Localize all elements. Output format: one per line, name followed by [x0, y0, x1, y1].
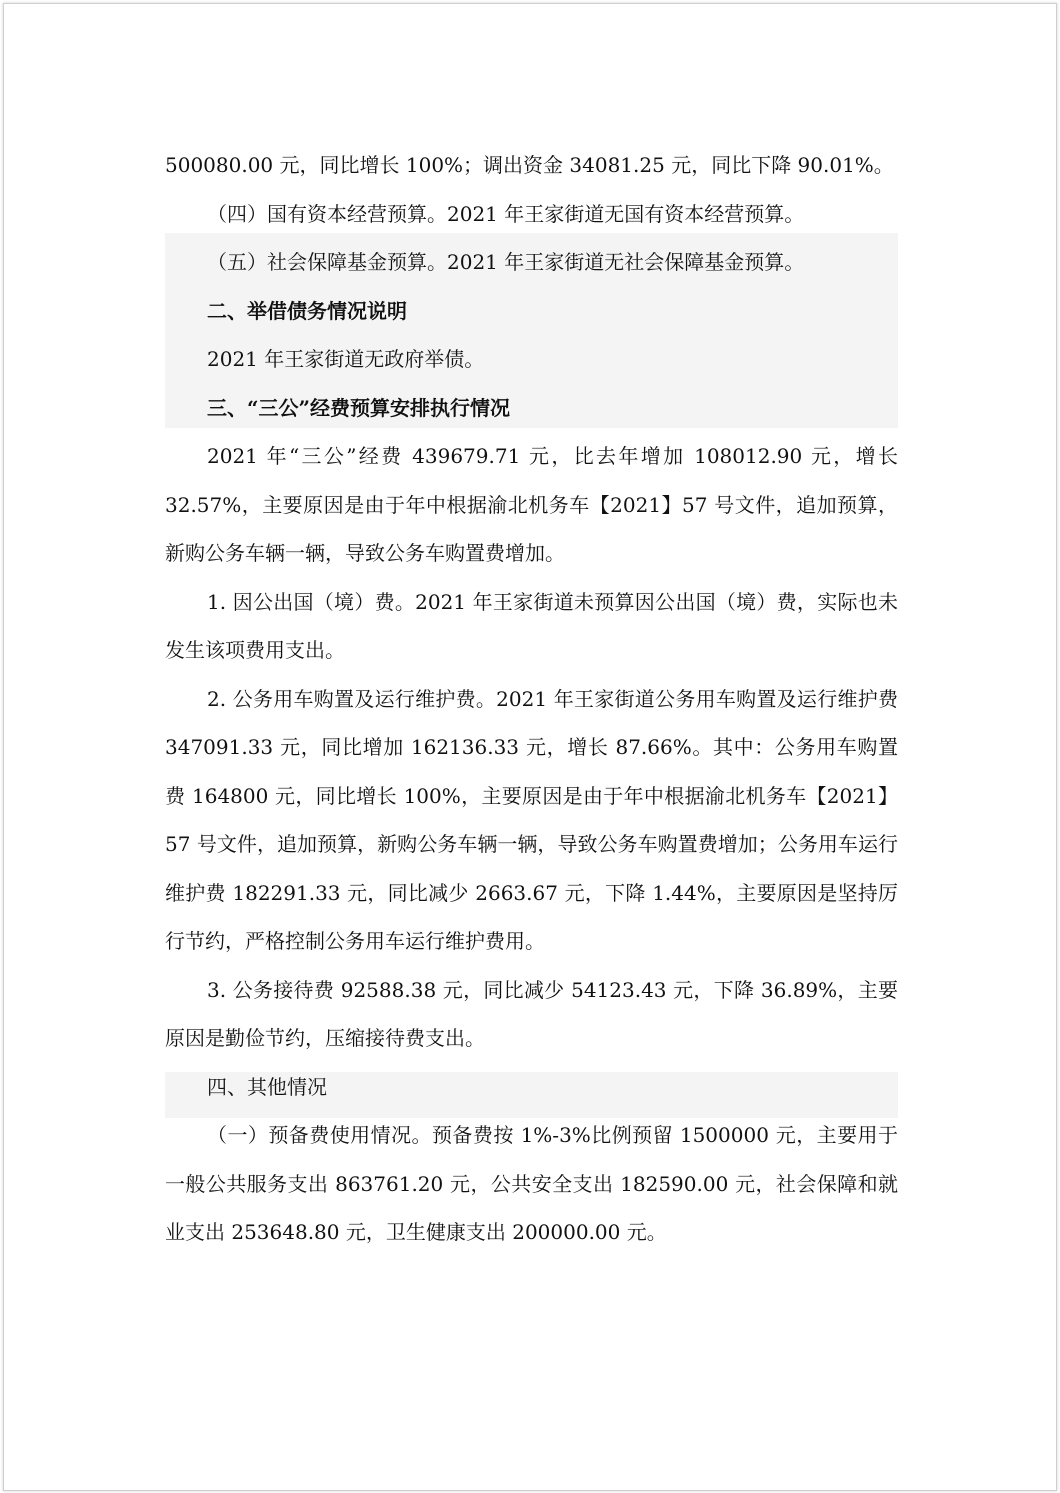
- paragraph-official-vehicles: 2. 公务用车购置及运行维护费。2021 年王家街道公务用车购置及运行维护费 347091.33 元，同比增加 162136.33 元，增长 87.66%。其中：公务用车购置费 164800 元，同比增长 100%，主要原因是由于年中根据渝北机务车【2021】57 号文件，追加预算，新购公务车辆一辆，导致公务车购置费增加；公务用车运行维护费 182291.33 元，同比减少 2663.67 元，下降 1.44%，主要原因是坚持厉行节约，严格控制公务用车运行维护费用。: [165, 686, 898, 953]
- paragraph-social-security-budget: （五）社会保障基金预算。2021 年王家街道无社会保障基金预算。: [207, 250, 805, 274]
- paragraph-continuation: 500080.00 元，同比增长 100%；调出资金 34081.25 元，同比下降 90.01%。: [165, 153, 894, 177]
- document-body: [165, 141, 898, 1257]
- section-heading-other: 四、其他情况: [207, 1074, 327, 1099]
- paragraph-reserve-fund: （一）预备费使用情况。预备费按 1%-3%比例预留 1500000 元，主要用于一般公共服务支出 863761.20 元，公共安全支出 182590.00 元，社会保障和就业支出 253648.80 元，卫生健康支出 200000.00 元。: [165, 1123, 898, 1244]
- paragraph-three-public-summary: 2021 年“三公”经费 439679.71 元，比去年增加 108012.90 元，增长 32.57%，主要原因是由于年中根据渝北机务车【2021】57 号文件，追加预算，新购公务车辆一辆，导致公务车购置费增加。: [165, 444, 898, 565]
- paragraph-debt: 2021 年王家街道无政府举债。: [207, 347, 485, 371]
- paragraph-overseas-travel: 1. 因公出国（境）费。2021 年王家街道未预算因公出国（境）费，实际也未发生该项费用支出。: [165, 589, 898, 662]
- paragraph-reception: 3. 公务接待费 92588.38 元，同比减少 54123.43 元，下降 36.89%，主要原因是勤俭节约，压缩接待费支出。: [165, 977, 898, 1050]
- section-heading-three-public: 三、“三公”经费预算安排执行情况: [207, 395, 511, 420]
- paragraph-state-capital-budget: （四）国有资本经营预算。2021 年王家街道无国有资本经营预算。: [207, 201, 805, 226]
- section-heading-debt: 二、举借债务情况说明: [207, 298, 407, 323]
